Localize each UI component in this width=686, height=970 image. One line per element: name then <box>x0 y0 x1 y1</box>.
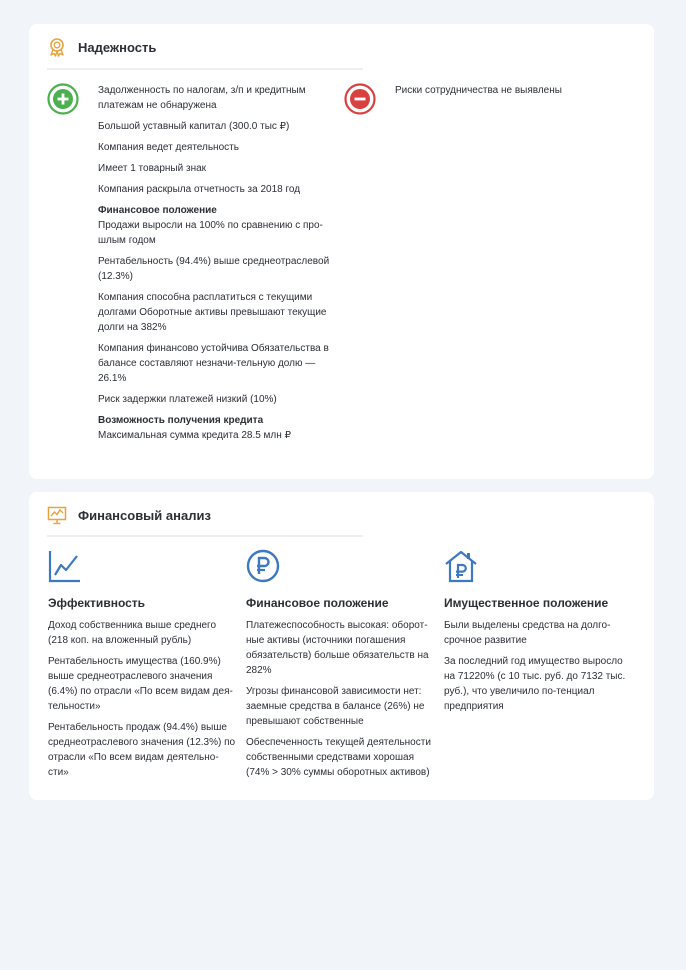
list-item-heading: Возможность получения кредита <box>98 415 264 426</box>
list-item: Большой уставный капитал (300.0 тыс ₽) <box>98 121 290 132</box>
plus-circle-icon <box>47 83 79 115</box>
column-title: Финансовое положение <box>246 596 389 610</box>
presentation-chart-icon <box>47 505 67 525</box>
column-paragraph: Были выделены средства на долго-срочное развитие <box>444 620 611 646</box>
list-item: Компания ведет деятельность <box>98 142 239 153</box>
list-item: Имеет 1 товарный знак <box>98 163 207 174</box>
column-paragraph: Рентабельность имущества (160.9%) выше среднеотраслевого значения (6.4%) по отрасли «По всем видам дея-тельности» <box>48 656 233 712</box>
column-title: Эффективность <box>48 596 146 610</box>
column-paragraph: За последний год имущество выросло на 71220% (с 10 тыс. руб. до 7132 тыс. руб.), что увеличило по-тенциал предприятия <box>444 656 626 712</box>
column-paragraph: Платежеспособность высокая: оборот-ные активы (источники погашения обязательств) больше обязательств на 282% <box>246 620 429 676</box>
column-paragraph: Доход собственника выше среднего (218 коп. на вложенный рубль) <box>48 620 217 646</box>
minus-circle-icon <box>344 83 376 115</box>
column-paragraph: Рентабельность продаж (94.4%) выше среднеотраслевого значения (12.3%) по отрасли «По всем видам деятельно-сти» <box>48 722 236 778</box>
finance-column-efficiency <box>48 549 238 786</box>
finance-divider <box>47 535 363 537</box>
reliability-card <box>29 24 654 479</box>
list-item: Компания финансово устойчива Обязательства в балансе составляют незначи-тельную долю — 26.1% <box>98 343 329 384</box>
reliability-divider <box>47 68 363 70</box>
finance-card <box>29 492 654 800</box>
reliability-header <box>47 37 156 57</box>
chart-line-icon <box>48 549 82 583</box>
finance-column-financial-position <box>246 549 436 786</box>
column-title: Имущественное положение <box>444 596 609 610</box>
positive-factors-list <box>98 83 334 449</box>
award-ribbon-icon <box>47 37 67 57</box>
finance-header <box>47 505 211 525</box>
house-ruble-icon <box>444 549 478 583</box>
list-item: Задолженность по налогам, з/п и кредитным платежам не обнаружена <box>98 85 306 111</box>
list-item: Риск задержки платежей низкий (10%) <box>98 394 277 405</box>
reliability-title: Надежность <box>78 39 157 55</box>
list-item-heading: Финансовое положение <box>98 205 217 216</box>
list-item: Компания раскрыла отчетность за 2018 год <box>98 184 301 195</box>
list-item: Возможность получения кредита Максимальная сумма кредита 28.5 млн ₽ <box>98 413 334 443</box>
ruble-circle-icon <box>246 549 280 583</box>
finance-column-property-position <box>444 549 634 720</box>
column-paragraph: Обеспеченность текущей деятельности собственными средствами хорошая (74% > 30% суммы оборотных активов) <box>246 737 431 778</box>
list-item: Финансовое положение Продажи выросли на 100% по сравнению с про-шлым годом <box>98 203 334 248</box>
list-item: Рентабельность (94.4%) выше среднеотраслевой (12.3%) <box>98 256 330 282</box>
list-item: Компания способна расплатиться с текущими долгами Оборотные активы превышают текущие долги на 382% <box>98 292 327 333</box>
risks-text: Риски сотрудничества не выявлены <box>395 85 562 96</box>
finance-title: Финансовый анализ <box>78 507 211 523</box>
column-paragraph: Угрозы финансовой зависимости нет: заемные средства в балансе (26%) не превышают собственные <box>246 686 425 727</box>
